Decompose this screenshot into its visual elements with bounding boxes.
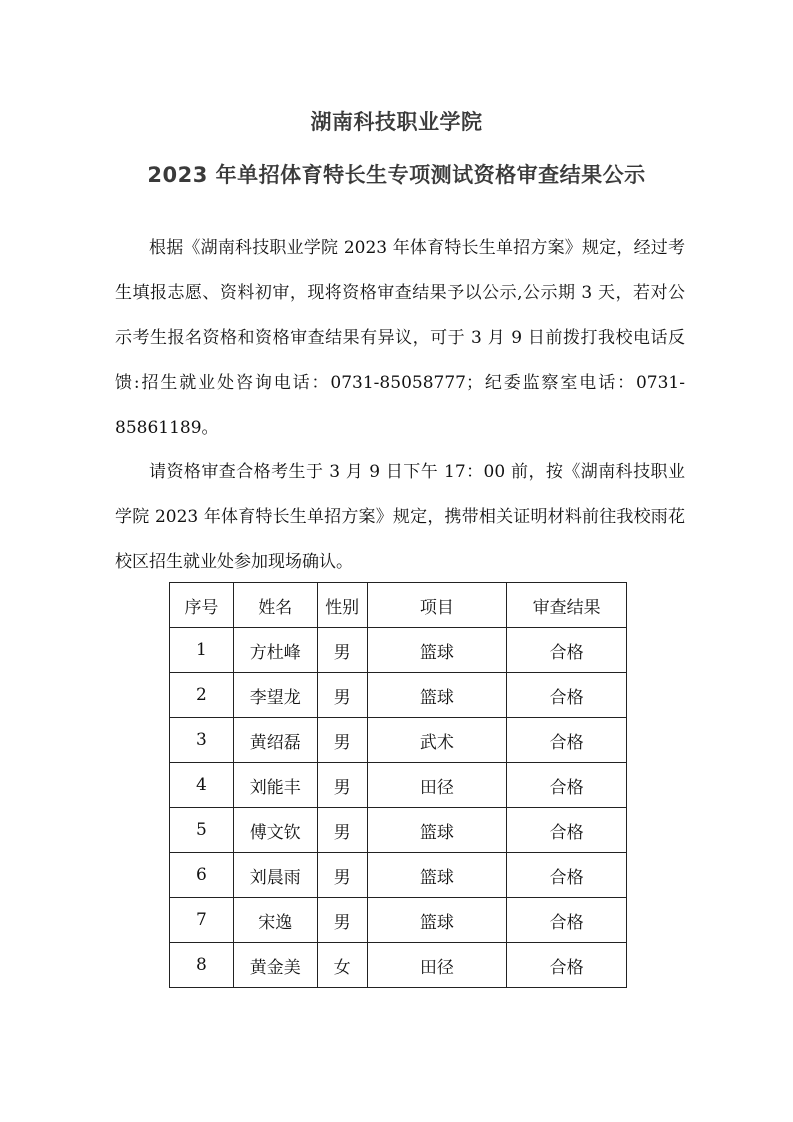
cell-gender: 男 [317,628,367,673]
cell-gender: 男 [317,808,367,853]
cell-serial: 2 [170,673,234,718]
table-row [170,673,627,718]
cell-name: 黄绍磊 [233,718,317,763]
cell-event: 篮球 [367,628,507,673]
school-name-heading: 湖南科技职业学院 [310,110,483,134]
cell-serial: 8 [170,943,234,988]
cell-gender: 男 [317,853,367,898]
cell-result: 合格 [507,718,627,763]
cell-serial: 1 [170,628,234,673]
cell-event: 篮球 [367,898,507,943]
table-header-row [170,583,627,628]
table-row [170,808,627,853]
cell-result: 合格 [507,808,627,853]
header-serial: 序号 [170,583,234,628]
table-row [170,853,627,898]
header-name: 姓名 [233,583,317,628]
page-title: 2023 年单招体育特长生专项测试资格审查结果公示 [147,163,646,187]
cell-name: 李望龙 [233,673,317,718]
table-row [170,898,627,943]
cell-name: 刘晨雨 [233,853,317,898]
confirmation-paragraph: 请资格审查合格考生于 3 月 9 日下午 17：00 前，按《湖南科技职业学院 2023 年体育特长生单招方案》规定，携带相关证明材料前往我校雨花校区招生就业处参加现场确认。 [115,462,685,572]
notice-paragraph: 根据《湖南科技职业学院 2023 年体育特长生单招方案》规定，经过考生填报志愿、资料初审，现将资格审查结果予以公示,公示期 3 天，若对公示考生报名资格和资格审查结果有异议，可于 3 月 9 日前拨打我校电话反馈:招生就业处咨询电话：0731-85058777；纪委监察室电话：0731-85861189。 [115,238,685,438]
cell-result: 合格 [507,763,627,808]
cell-gender: 男 [317,898,367,943]
header-gender: 性别 [317,583,367,628]
table-row [170,943,627,988]
cell-result: 合格 [507,943,627,988]
table-row [170,763,627,808]
cell-event: 篮球 [367,853,507,898]
cell-result: 合格 [507,898,627,943]
cell-serial: 4 [170,763,234,808]
cell-event: 篮球 [367,808,507,853]
cell-event: 武术 [367,718,507,763]
cell-event: 田径 [367,943,507,988]
cell-name: 宋逸 [233,898,317,943]
cell-gender: 男 [317,763,367,808]
cell-result: 合格 [507,853,627,898]
cell-result: 合格 [507,673,627,718]
table-row [170,628,627,673]
cell-serial: 6 [170,853,234,898]
cell-serial: 5 [170,808,234,853]
cell-gender: 男 [317,718,367,763]
cell-name: 方杜峰 [233,628,317,673]
table-row [170,718,627,763]
cell-result: 合格 [507,628,627,673]
cell-name: 黄金美 [233,943,317,988]
cell-name: 傅文钦 [233,808,317,853]
cell-event: 篮球 [367,673,507,718]
cell-gender: 男 [317,673,367,718]
cell-event: 田径 [367,763,507,808]
cell-gender: 女 [317,943,367,988]
qualification-result-table [169,582,627,988]
cell-serial: 7 [170,898,234,943]
header-event: 项目 [367,583,507,628]
cell-serial: 3 [170,718,234,763]
header-result: 审查结果 [507,583,627,628]
cell-name: 刘能丰 [233,763,317,808]
